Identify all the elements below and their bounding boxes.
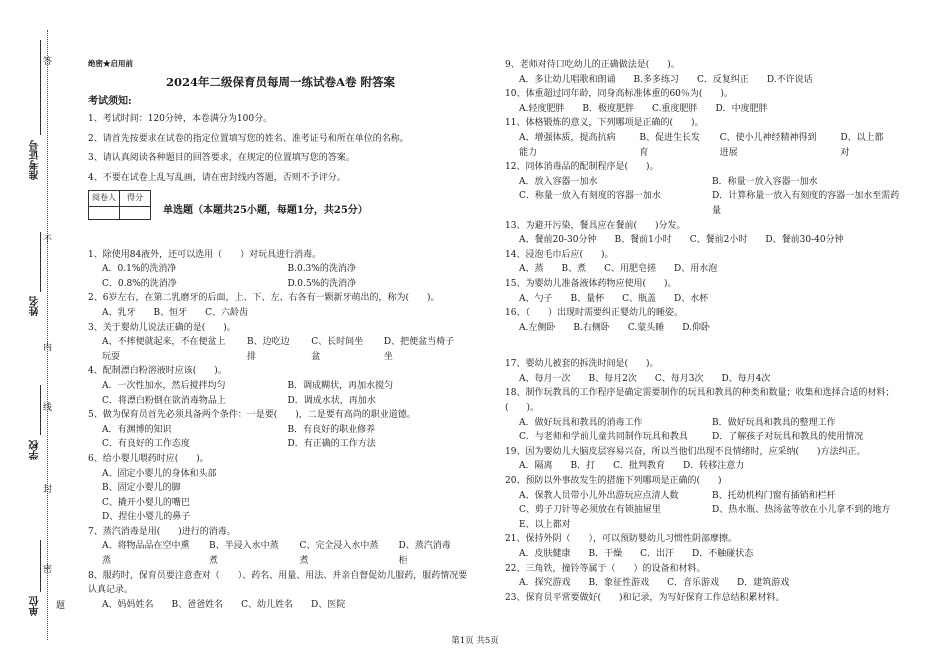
- right-column: [505, 58, 905, 605]
- answer-option[interactable]: B.右侧卧: [573, 322, 610, 333]
- seal-mark-xian: 线: [43, 403, 53, 413]
- answer-option[interactable]: B、恒牙: [153, 307, 188, 318]
- score-cell: 得分: [120, 191, 151, 207]
- answer-option[interactable]: D．不触碰状态: [692, 549, 754, 559]
- answer-option[interactable]: D.仰卧: [682, 322, 711, 333]
- answer-option[interactable]: D、以上都对: [840, 132, 884, 158]
- answer-option[interactable]: C、剪子刀针等必须放在有锁抽屉里: [519, 505, 661, 516]
- answer-option[interactable]: B、托幼机构门窗有插销和栏杆: [712, 490, 836, 501]
- answer-option[interactable]: D．建筑游戏: [737, 578, 790, 589]
- right-questions: [505, 58, 905, 605]
- option-group: [505, 292, 905, 307]
- option-group: [88, 467, 473, 525]
- answer-option[interactable]: B．称量一放入容器一加水: [712, 176, 818, 187]
- score-row: [88, 190, 473, 220]
- option-group: [505, 102, 905, 117]
- question: [88, 408, 473, 452]
- answer-option[interactable]: C.重度肥胖: [652, 103, 698, 114]
- question-stem: 11、体格锻炼的意义，下列哪项是正确的( )。: [505, 118, 704, 129]
- question: [505, 116, 905, 160]
- answer-option[interactable]: E、以上都对: [519, 519, 571, 530]
- option-group: [505, 576, 905, 591]
- exam-number-label: 准考证号: [30, 140, 41, 180]
- answer-option[interactable]: C.蒙头睡: [627, 322, 665, 333]
- question-stem: 18、制作玩教具的工作程序是确定需要制作的玩具和教具的种类和数量；收集和选择合适的材料；( )。: [505, 388, 895, 414]
- answer-option[interactable]: D、蒸汽消毒柜: [398, 541, 451, 567]
- answer-option[interactable]: B．极度肥胖: [582, 103, 634, 114]
- option-group: [88, 262, 473, 291]
- question: [505, 87, 905, 116]
- seal-mark-nei: 内: [43, 343, 53, 353]
- question-stem: 8、服药时，保育员要注意查对（ ）、药名、用量、用法、并亲自督促幼儿服药，服药情况要认真记录。: [88, 570, 468, 596]
- answer-option[interactable]: B、边吃边排: [246, 337, 290, 362]
- question: [505, 445, 905, 474]
- answer-option[interactable]: A、餐前20-30分钟: [519, 235, 597, 246]
- question: [505, 532, 905, 561]
- answer-option[interactable]: A、将物品品在空中熏蒸: [102, 541, 190, 567]
- question-stem: 23、保育员平常要做好( )和记录，为写好保育工作总结积累材料。: [505, 592, 785, 603]
- question: [88, 321, 473, 365]
- answer-option[interactable]: D、把便盆当椅子坐: [383, 337, 455, 362]
- page-footer: 第1页 共5页: [451, 636, 499, 646]
- answer-option[interactable]: C、每月3次: [654, 373, 704, 384]
- answer-option[interactable]: D、每月4次: [721, 373, 771, 384]
- option-group: [505, 262, 905, 277]
- answer-option[interactable]: B、量杯: [570, 293, 605, 304]
- option-group: [505, 175, 905, 219]
- answer-option[interactable]: D.0.5%的洗消净: [287, 278, 357, 289]
- answer-option[interactable]: A．有渊博的知识: [102, 424, 172, 435]
- option-group: [88, 306, 473, 321]
- answer-option[interactable]: B．有良好的职业修养: [287, 424, 376, 435]
- answer-option[interactable]: B、固定小婴儿的脚: [102, 483, 181, 494]
- reviewer-blank[interactable]: [89, 206, 120, 219]
- seal-line: [47, 30, 48, 640]
- answer-option[interactable]: A、勺子: [519, 293, 553, 304]
- answer-option[interactable]: C．有良好的工作态度: [102, 439, 190, 450]
- answer-option[interactable]: A、妈妈姓名: [102, 599, 154, 610]
- answer-option[interactable]: D．了解孩子对玩具和教具的使用情况: [712, 432, 864, 443]
- answer-option[interactable]: C、撬开小婴儿的嘴巴: [102, 497, 190, 508]
- score-blank[interactable]: [120, 206, 151, 219]
- answer-option[interactable]: B、促进生长发育: [639, 132, 700, 158]
- option-group: [505, 459, 905, 474]
- answer-option[interactable]: B．打: [570, 461, 596, 472]
- name-line: [40, 232, 41, 292]
- answer-option[interactable]: D.不许说话: [766, 74, 813, 85]
- question: [88, 452, 473, 525]
- name-label: 姓名: [30, 296, 41, 316]
- score-table: [88, 190, 151, 220]
- answer-option[interactable]: A、保教人员带小儿外出游玩应点清人数: [519, 490, 679, 501]
- answer-option[interactable]: B．做好玩具和教具的整理工作: [712, 417, 836, 428]
- left-questions: [88, 248, 473, 613]
- answer-option[interactable]: D、用水泡: [674, 264, 718, 275]
- question-stem: 3、关于婴幼儿说法正确的是( )。: [88, 322, 236, 333]
- question: [505, 357, 905, 386]
- question-stem: 22、三角铁，撞铃等属于（ ）的设备和材料。: [505, 563, 706, 574]
- question: [88, 525, 473, 569]
- answer-option[interactable]: D、餐前30-40分钟: [765, 235, 844, 246]
- answer-option[interactable]: B、爸爸姓名: [171, 599, 224, 610]
- question-stem: 20、预防以外事故发生的措施下列哪项是正确的( ): [505, 476, 722, 487]
- question: [505, 591, 905, 606]
- question: [505, 219, 905, 248]
- answer-option[interactable]: A．隔离: [519, 461, 553, 472]
- option-group: [505, 372, 905, 387]
- question: [505, 277, 905, 306]
- question: [505, 306, 905, 357]
- seal-mark-mi: 密: [43, 565, 53, 575]
- answer-option[interactable]: B、每月2次: [588, 373, 637, 384]
- answer-option[interactable]: D．计算称量一放入有刻度的容器一加水至需药量: [712, 191, 900, 216]
- option-group: [505, 233, 905, 248]
- answer-option[interactable]: D．调成水状，再加水: [287, 395, 376, 406]
- answer-option[interactable]: B、煮: [561, 264, 587, 275]
- answer-option[interactable]: B.多多练习: [633, 74, 679, 85]
- question-stem: 10、体重超过同年龄，同身高标准体重的60％为( )。: [505, 89, 733, 100]
- exam-title: 2024年二级保育员每周一练试卷A卷 附答案: [166, 75, 395, 89]
- left-column: [88, 58, 473, 612]
- option-group: [505, 131, 905, 160]
- question-stem: 19、因为婴幼儿大脑皮层容易兴奋，所以当他们出现不良情绪时，应采纳( )方法纠正。: [505, 446, 866, 457]
- question: [505, 160, 905, 218]
- answer-option[interactable]: B、半浸入水中蒸煮: [209, 541, 279, 567]
- answer-option[interactable]: C、瓶盖: [622, 293, 657, 304]
- notice-item: 4、不要在试卷上乱写乱画，请在密封线内答题，否则不予评分。: [88, 172, 346, 183]
- question: [505, 474, 905, 532]
- answer-option[interactable]: D、水杯: [674, 293, 709, 304]
- answer-option[interactable]: C、使小儿神经精神得到进展: [719, 132, 817, 158]
- answer-option[interactable]: A．多让幼儿唱歌和朗诵: [519, 74, 616, 85]
- seal-mark-feng: 封: [43, 485, 53, 495]
- school-line: [40, 385, 41, 435]
- answer-option[interactable]: A.轻度肥胖: [519, 103, 565, 114]
- notice-item: 3、请认真阅读各种题目的回答要求，在规定的位置填写您的答案。: [88, 153, 355, 163]
- answer-option[interactable]: A、增强体质，提高抗病能力: [519, 132, 616, 158]
- question: [505, 562, 905, 591]
- question: [88, 569, 473, 613]
- answer-option[interactable]: A、乳牙: [102, 307, 136, 318]
- question-stem: 7、蒸汽消毒是用( )进行的消毒。: [88, 526, 236, 537]
- answer-option[interactable]: C．将漂白粉倒在欲消毒物品上: [102, 395, 226, 406]
- question-stem: 15、为婴幼儿准备液体药物应使用( )。: [505, 278, 677, 289]
- answer-option[interactable]: C、幼儿姓名: [241, 599, 294, 610]
- answer-option[interactable]: C、餐前2小时: [689, 235, 748, 246]
- question: [88, 248, 473, 292]
- answer-option[interactable]: A.左侧卧: [519, 322, 556, 333]
- answer-option[interactable]: C．批判教育: [613, 461, 666, 472]
- secret-label: 绝密★启用前: [88, 59, 133, 68]
- option-group: [88, 598, 473, 613]
- question-stem: 5、做为保育员首先必须具备两个条件：一是要( )，二是要有高尚的职业道德。: [88, 410, 416, 421]
- answer-option[interactable]: D．中度肥胖: [715, 103, 768, 114]
- option-group: [505, 416, 905, 445]
- answer-option[interactable]: C、完全浸入水中蒸煮: [299, 541, 379, 567]
- unit-line: [40, 540, 41, 592]
- answer-option[interactable]: C．音乐游戏: [667, 578, 720, 589]
- answer-option[interactable]: D．有正确的工作方法: [287, 439, 376, 450]
- answer-option[interactable]: A．0.1%的洗消净: [102, 264, 177, 275]
- answer-option[interactable]: B．调成糊状，再加水搅匀: [287, 380, 394, 391]
- answer-option[interactable]: A、不摔便就起来，不在便盆上玩耍: [102, 337, 226, 362]
- option-group: [505, 321, 905, 336]
- answer-option[interactable]: B．干燥: [588, 549, 623, 559]
- answer-option[interactable]: C、六龄齿: [205, 307, 249, 318]
- unit-label: 单位: [30, 596, 41, 616]
- answer-option[interactable]: C、长时间坐盆: [311, 337, 364, 362]
- answer-option[interactable]: C．称量一放入有刻度的容器一加水: [519, 191, 661, 202]
- notice-item: 1、考试时间：120分钟，本卷满分为100分。: [88, 114, 273, 124]
- exam-number-line: [40, 40, 41, 135]
- question-stem: 9、老师对待口吃幼儿的正确做法是( )。: [505, 60, 680, 70]
- question-stem: 14、浸泡毛巾后应( )。: [505, 249, 614, 260]
- question-stem: 4、配制漂白粉溶液时应该( )。: [88, 366, 227, 377]
- question-stem: 2、6岁左右，在第二乳磨牙的后面，上、下、左、右各有一颗新牙萌出的，称为( )。: [88, 293, 440, 304]
- answer-option[interactable]: B．象征性游戏: [588, 578, 650, 589]
- answer-option[interactable]: B、餐前1小时: [614, 235, 672, 246]
- answer-option[interactable]: C．与老师和学前儿童共同制作玩具和教具: [519, 432, 688, 443]
- question-stem: 16、（ ）出现时需要纠正婴幼儿的睡姿。: [505, 308, 683, 319]
- option-group: [88, 423, 473, 452]
- question-stem: 17、婴幼儿被套的拆洗时间是( )。: [505, 359, 659, 370]
- question-stem: 13、为避开污染，餐具应在餐前( )分发。: [505, 220, 686, 231]
- answer-option[interactable]: D、捏住小婴儿的鼻子: [102, 512, 191, 523]
- answer-option[interactable]: B.0.3%的洗消净: [287, 264, 356, 275]
- answer-option[interactable]: A、蒸: [519, 264, 544, 275]
- answer-option[interactable]: A．探究游戏: [519, 578, 571, 589]
- option-group: [88, 539, 473, 568]
- question: [88, 291, 473, 320]
- question-stem: 21、保持外阴（ ），可以预防婴幼儿习惯性阴部摩擦。: [505, 534, 737, 545]
- answer-option[interactable]: D．转移注意力: [683, 461, 745, 472]
- seal-mark-bu: 不: [43, 235, 53, 245]
- answer-option[interactable]: C、用肥皂搓: [604, 264, 657, 275]
- notice-heading: 考试须知:: [88, 96, 132, 107]
- notice-item: 2、请首先按要求在试卷的指定位置填写您的姓名、准考证号和所在单位的名称。: [88, 133, 409, 144]
- school-label: 学校: [30, 440, 41, 460]
- question-stem: 6、给小婴儿喂药时应( )。: [88, 453, 209, 464]
- option-group: [505, 73, 905, 88]
- question-stem: 12、同体消毒品的配制程序是( )。: [505, 162, 659, 173]
- answer-option[interactable]: A．放入容器一加水: [519, 176, 598, 187]
- answer-option[interactable]: A、固定小婴儿的身体和头部: [102, 468, 217, 479]
- question: [505, 58, 905, 87]
- option-group: [505, 489, 905, 533]
- seal-mark-ti: 题: [56, 601, 66, 611]
- answer-option[interactable]: A．一次性加水，然后搅拌均匀: [102, 380, 226, 391]
- binding-margin: [0, 0, 78, 671]
- answer-option[interactable]: A．做好玩具和教具的消毒工作: [519, 417, 643, 428]
- question: [505, 248, 905, 277]
- section-title: 单选题（本题共25小题，每题1分，共25分）: [163, 205, 368, 216]
- seal-mark-da: 答: [43, 57, 53, 67]
- option-group: [88, 335, 473, 364]
- answer-option[interactable]: D、医院: [311, 599, 346, 610]
- answer-option[interactable]: C．0.8%的洗消净: [102, 278, 177, 289]
- question: [88, 364, 473, 408]
- option-group: [505, 547, 905, 562]
- answer-option[interactable]: C．反复纠正: [697, 74, 749, 85]
- answer-option[interactable]: A．皮肤健康: [519, 549, 571, 559]
- answer-option[interactable]: A、每月一次: [519, 373, 571, 384]
- question: [505, 386, 905, 444]
- answer-option[interactable]: D、热水瓶、热汤盆等放在小儿拿不到的地方: [712, 505, 891, 516]
- question-stem: 1、除使用84液外，还可以选用（ ）对玩具进行消毒。: [88, 249, 322, 260]
- reviewer-cell: 阅卷人: [89, 191, 120, 207]
- answer-option[interactable]: C．出汗: [640, 549, 675, 559]
- option-group: [88, 379, 473, 408]
